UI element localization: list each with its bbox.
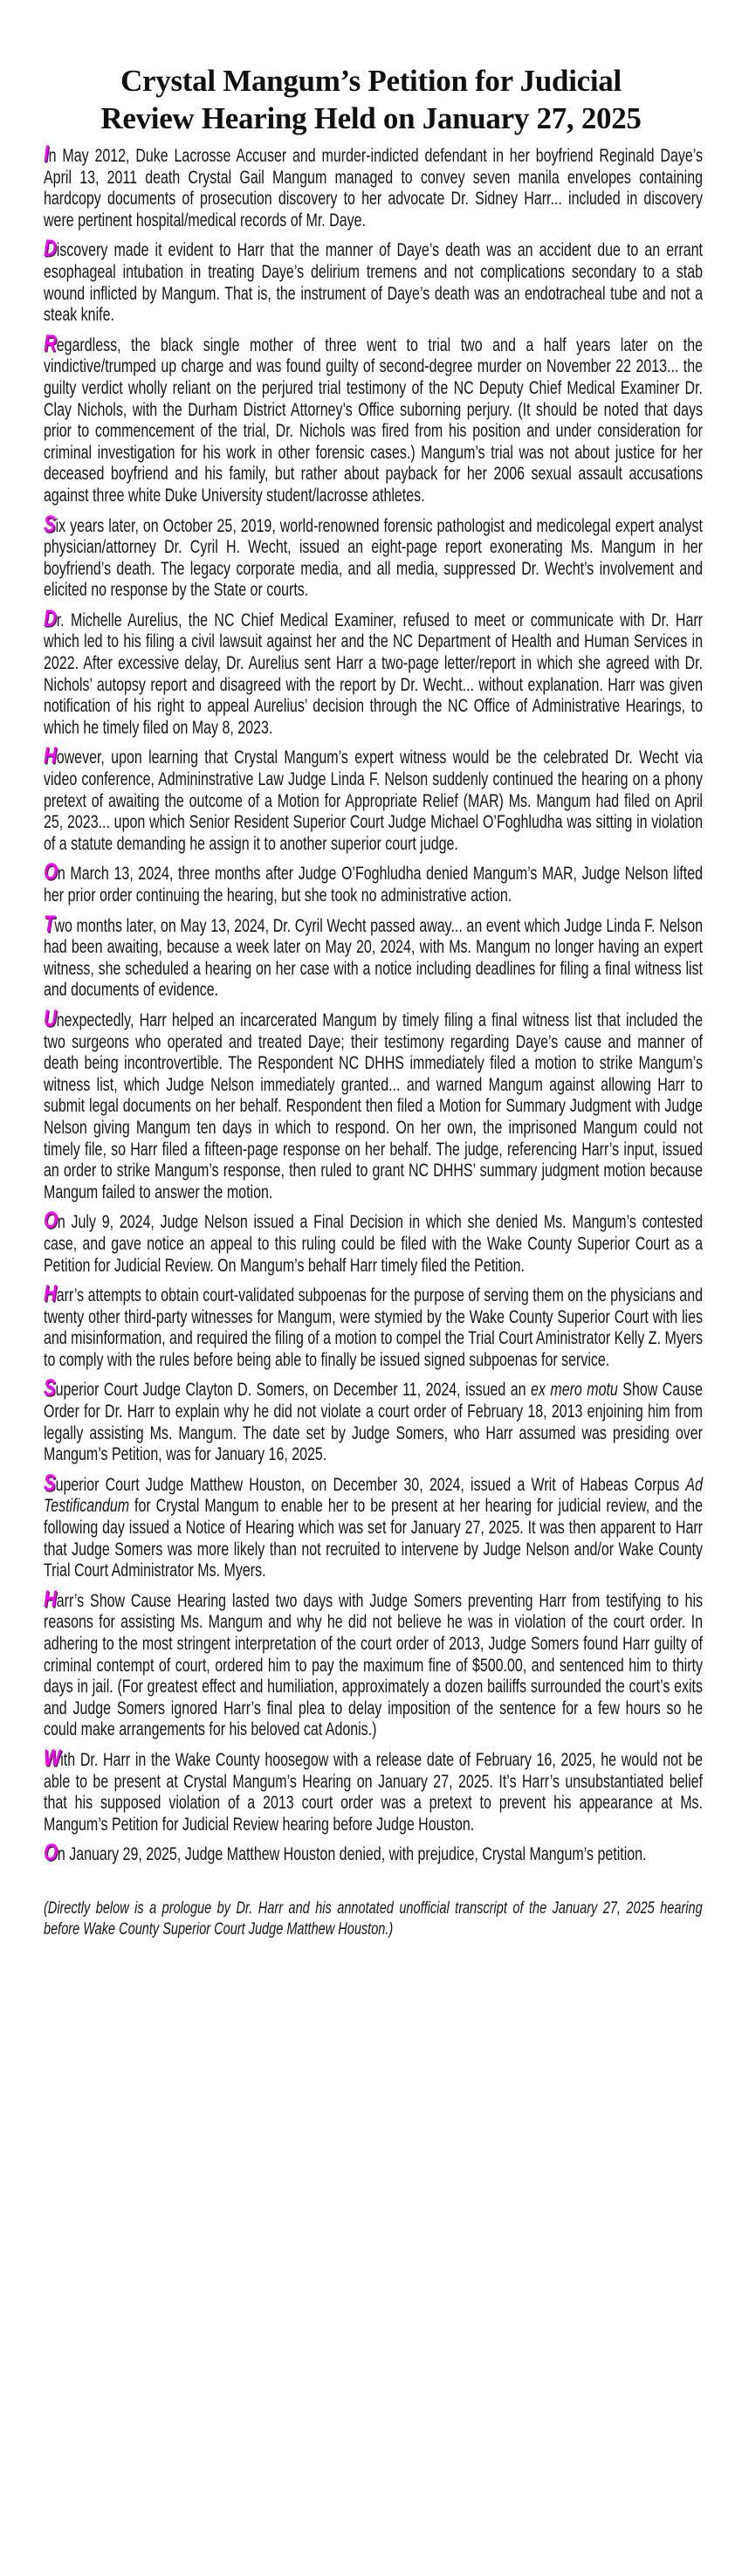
document-title xyxy=(0,62,742,137)
drop-cap: O xyxy=(44,1839,58,1866)
drop-cap: S xyxy=(44,1469,56,1496)
document-body xyxy=(44,141,703,1948)
paragraph xyxy=(44,1839,703,1866)
paragraph-text: arr’s attempts to obtain court-validated subpoenas for the purpose of serving them on the physicians and twenty other third-party witnesses for Mangum, were stymied by the Wake County Superior Court with lies and misinformation, and required the filing of a motion to compel the Trial Court Aministrator Kelly Z. Myers to comply with the rules before being able to finally be issued signed subpoenas for service. xyxy=(44,1285,703,1370)
paragraph xyxy=(44,1744,703,1836)
paragraph-text: ix years later, on October 25, 2019, world-renowned forensic pathologist and medicolegal expert analyst physician/attorney Dr. Cyril H. Wecht, issued an eight-page report exonerating Ms. Mangum in her boyfriend’s death. The legacy corporate media, and all media, suppressed Dr. Wecht’s involvement and elicited no response by the State or courts. xyxy=(44,515,703,601)
paragraph xyxy=(44,1469,703,1582)
closing-note-text: (Directly below is a prologue by Dr. Harr and his annotated unofficial transcript of the January 27, 2025 hearing before Wake County Superior Court Judge Matthew Houston.) xyxy=(44,1898,703,1939)
paragraph-text: owever, upon learning that Crystal Mangum’s expert witness would be the celebrated Dr. Wecht via video conference, Admininstrative Law Judge Linda F. Nelson suddenly continued the hearing on a phony pretext of awaiting the outcome of a Motion for Appropriate Relief (MAR) Ms. Mangum had filed on April 25, 2023... upon which Senior Resident Superior Court Judge Michael O’Foghludha was sitting in violation of a statute demanding he assign it to another superior court judge. xyxy=(44,747,703,854)
drop-cap: D xyxy=(44,235,57,262)
paragraph-text: wo months later, on May 13, 2024, Dr. Cyril Wecht passed away... an event which Judge Linda F. Nelson had been awaiting, because a week later on May 20, 2024, with Ms. Mangum no longer having an expert witness, she scheduled a hearing on her case with a notice including deadlines for filing a final witness list and documents of evidence. xyxy=(44,915,703,1001)
paragraph-text: nexpectedly, Harr helped an incarcerated Mangum by timely filing a final witness list that included the two surgeons who operated and treated Daye; their testimony regarding Daye’s cause and manner of death being incontrovertible. The Respondent NC DHHS immediately filed a motion to strike Mangum’s witness list, which Judge Nelson immediately granted... and warned Mangum against allowing Harr to submit legal documents on her behalf. Respondent then filed a Motion for Summary Judgment with Judge Nelson giving Mangum ten days in which to respond. On her own, the imprisoned Mangum could not timely file, so Harr filed a fifteen-page response on her behalf. The judge, referencing Harr’s input, issued an order to strike Mangum’s response, then ruled to grant NC DHHS’ summary judgment motion because Mangum failed to answer the motion. xyxy=(44,1009,703,1202)
paragraph-text: ith Dr. Harr in the Wake County hoosegow with a release date of February 16, 2025, he would not be able to be present at Crystal Mangum’s Hearing on January 27, 2025. It’s Harr’s unsubstantiated belief that his supposed violation of a 2013 court order was a pretext to prevent his appearance at Ms. Mangum’s Petition for Judicial Review hearing before Judge Houston. xyxy=(44,1749,703,1835)
paragraph xyxy=(44,141,703,231)
paragraph xyxy=(44,1280,703,1371)
paragraph-text: n May 2012, Duke Lacrosse Accuser and murder-indicted defendant in her boyfriend Reginald Daye’s April 13, 2011 death Crystal Gail Mangum managed to convey seven manila envelopes containing hardcopy documents of prosecution discovery to her advocate Dr. Sidney Harr... included in discovery were pertinent hospital/medical records of Mr. Daye. xyxy=(44,146,703,231)
paragraph-text: egardless, the black single mother of three went to trial two and a half years later on the vindictive/trumped up charge and was found guilty of second-degree murder on November 22 2013... the guilty verdict wholly reliant on the perjured trial testimony of the NC Deputy Chief Medical Examiner Dr. Clay Nichols, with the Durham District Attorney’s Office suborning perjury. (It should be noted that days prior to commencement of the trial, Dr. Nichols was fired from his position and under consideration for criminal investigation for his work in other forensic cases.) Mangum’s trial was not about justice for her deceased boyfriend and his family, but rather about payback for her 2006 sexual assault accusations against three white Duke University student/lacrosse athletes. xyxy=(44,334,703,506)
closing-note xyxy=(44,1898,703,1940)
drop-cap: S xyxy=(44,510,56,537)
paragraph-text: n July 9, 2024, Judge Nelson issued a Final Decision in which she denied Ms. Mangum’s contested case, and gave notice an appeal to this ruling could be filed with the Wake County Superior Court as a Petition for Judicial Review. On Mangum’s behalf Harr timely filed the Petition. xyxy=(44,1212,703,1276)
drop-cap: W xyxy=(44,1744,61,1771)
paragraph xyxy=(44,510,703,602)
paragraph-text: arr’s Show Cause Hearing lasted two days with Judge Somers preventing Harr from testifying to his reasons for assisting Ms. Mangum and why he did not believe he was in violation of the court order. In adhering to the most stringent interpretation of the court order of 2013, Judge Somers found Harr guilty of criminal contempt of court, ordered him to pay the maximum fine of $500.00, and sentenced him to thirty days in jail. (For greatest effect and humiliation, approximately a dozen bailiffs surrounded the court’s exits and Judge Somers ignored Harr’s final plea to delay imposition of the sentence for a few hours so he could make arrangements for his beloved cat Adonis.) xyxy=(44,1590,703,1740)
drop-cap: O xyxy=(44,1207,58,1234)
drop-cap: T xyxy=(44,910,55,937)
paragraph-text: n March 13, 2024, three months after Judge O’Foghludha denied Mangum’s MAR, Judge Nelson lifted her prior order continuing the hearing, but she took no administrative action. xyxy=(44,864,703,906)
paragraph xyxy=(44,910,703,1002)
paragraph xyxy=(44,742,703,855)
paragraph-text: for Crystal Mangum to enable her to be present at her hearing for judicial review, and the following day issued a Notice of Hearing which was set for January 27, 2025. It was then apparent to Harr that Judge Somers was more likely than not recruited to intervene by Judge Nelson and/or Wake County Trial Court Administrator Ms. Myers. xyxy=(44,1496,703,1581)
drop-cap: O xyxy=(44,858,58,885)
paragraph-text: n January 29, 2025, Judge Matthew Houston denied, with prejudice, Crystal Mangum’s petition. xyxy=(57,1844,647,1865)
drop-cap: R xyxy=(44,329,57,356)
drop-cap: D xyxy=(44,604,57,631)
paragraph xyxy=(44,1004,703,1203)
drop-cap: I xyxy=(44,141,49,167)
paragraph xyxy=(44,235,703,326)
italic-phrase: Ad Testificandum xyxy=(44,1474,703,1517)
paragraph-text: iscovery made it evident to Harr that the manner of Daye’s death was an accident due to an errant esophageal intubation in treating Daye’s delirium tremens and not complications secondary to a stab wound inflicted by Mangum. That is, the instrument of Daye’s death was an endotracheal tube and not a steak knife. xyxy=(44,240,703,326)
paragraph-text: r. Michelle Aurelius, the NC Chief Medical Examiner, refused to meet or communicate with Dr. Harr which led to his filing a civil lawsuit against her and the NC Department of Health and Human Services in 2022. After excessive delay, Dr. Aurelius sent Harr a two-page letter/report in which she agreed with Dr. Nichols’ autopsy report and disagreed with the report by Dr. Wecht... without explanation. Harr was given notification of his right to appeal Aurelius’ decision through the NC Office of Administrative Hearings, to which he timely filed on May 8, 2023. xyxy=(44,610,703,738)
paragraph-text: uperior Court Judge Matthew Houston, on December 30, 2024, issued a Writ of Habeas Corpus xyxy=(55,1474,686,1495)
drop-cap: H xyxy=(44,742,57,769)
drop-cap: H xyxy=(44,1280,57,1307)
drop-cap: S xyxy=(44,1374,56,1402)
title-line-1: Crystal Mangum’s Petition for Judicial xyxy=(120,64,622,99)
paragraph-text: uperior Court Judge Clayton D. Somers, on December 11, 2024, issued an xyxy=(55,1380,532,1401)
paragraph xyxy=(44,1207,703,1277)
paragraph xyxy=(44,329,703,507)
paragraph xyxy=(44,1585,703,1741)
paragraph xyxy=(44,858,703,906)
paragraph xyxy=(44,1374,703,1465)
paragraph xyxy=(44,604,703,740)
drop-cap: U xyxy=(44,1004,57,1031)
paragraph-text: Show Cause Order for Dr. Harr to explain why he did not violate a court order of February 18, 2013 enjoining him from legally assisting Ms. Mangum. The date set by Judge Somers, who Harr assumed was presiding over Mangum’s Petition, was for January 16, 2025. xyxy=(44,1380,703,1465)
italic-phrase: ex mero motu xyxy=(531,1380,618,1401)
drop-cap: H xyxy=(44,1585,57,1612)
title-line-2: Review Hearing Held on January 27, 2025 xyxy=(100,101,642,136)
